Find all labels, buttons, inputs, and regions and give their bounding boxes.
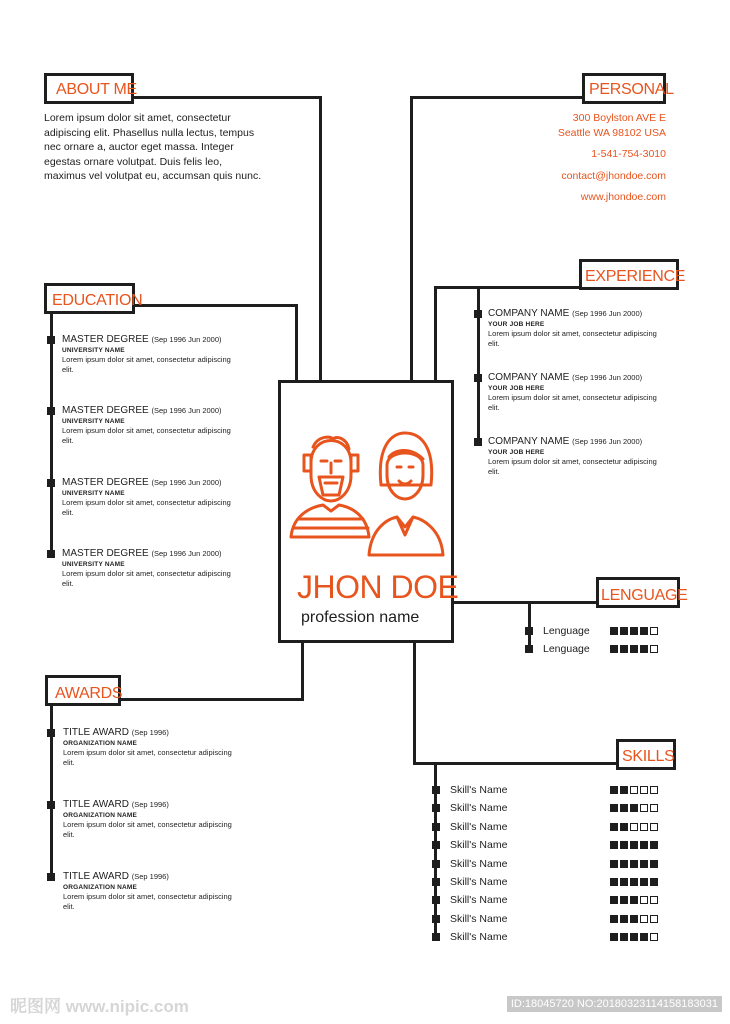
skill-bullet (432, 860, 440, 868)
skill-label: Skill's Name (450, 839, 508, 852)
rating-filled-square (610, 933, 618, 941)
rating-filled-square (640, 841, 648, 849)
rating-filled-square (610, 627, 618, 635)
education-bullet (47, 336, 55, 344)
education-item: MASTER DEGREE (Sep 1996 Jun 2000) UNIVERSITY NAME Lorem ipsum dolor sit amet, consectetur adipiscing elit. (62, 477, 231, 517)
rating-filled-square (620, 915, 628, 923)
experience-bullet (474, 438, 482, 446)
skill-rating (610, 896, 658, 904)
skill-label: Skill's Name (450, 802, 508, 815)
rating-empty-square (650, 786, 658, 794)
experience-bullet (474, 374, 482, 382)
rating-filled-square (610, 786, 618, 794)
rating-filled-square (610, 860, 618, 868)
personal-heading: PERSONAL (589, 81, 674, 98)
rating-filled-square (620, 896, 628, 904)
skill-bullet (432, 823, 440, 831)
rating-filled-square (630, 933, 638, 941)
skill-bullet (432, 786, 440, 794)
education-bullet (47, 550, 55, 558)
skill-rating (610, 933, 658, 941)
rating-filled-square (630, 878, 638, 886)
awards-bullet (47, 873, 55, 881)
personal-info (446, 111, 666, 205)
rating-filled-square (610, 915, 618, 923)
rating-filled-square (630, 915, 638, 923)
skill-rating (610, 841, 658, 849)
rating-filled-square (610, 841, 618, 849)
woman-avatar-icon (369, 433, 443, 555)
rating-filled-square (620, 878, 628, 886)
rating-empty-square (640, 896, 648, 904)
education-item: MASTER DEGREE (Sep 1996 Jun 2000) UNIVERSITY NAME Lorem ipsum dolor sit amet, consectetur adipiscing elit. (62, 405, 231, 445)
skill-bullet (432, 915, 440, 923)
rating-filled-square (620, 645, 628, 653)
rating-empty-square (650, 915, 658, 923)
rating-filled-square (610, 823, 618, 831)
rating-filled-square (610, 804, 618, 812)
rating-filled-square (610, 878, 618, 886)
language-bullet (525, 645, 533, 653)
rating-empty-square (640, 804, 648, 812)
rating-empty-square (630, 823, 638, 831)
rating-filled-square (620, 933, 628, 941)
watermark-text: 昵图网 www.nipic.com (10, 997, 189, 1016)
rating-filled-square (650, 841, 658, 849)
rating-filled-square (650, 860, 658, 868)
language-heading: LENGUAGE (601, 587, 688, 604)
skills-heading: SKILLS (622, 748, 675, 765)
skill-rating (610, 860, 658, 868)
skill-bullet (432, 841, 440, 849)
rating-filled-square (640, 627, 648, 635)
rating-empty-square (650, 627, 658, 635)
rating-empty-square (640, 786, 648, 794)
rating-filled-square (620, 804, 628, 812)
about-text: Lorem ipsum dolor sit amet, consectetur adipiscing elit. Phasellus nulla lectus, tempus nec ornare a, auctor eget massa. Integer egestas ornare volutpat. Duis felis leo, maximus vel volutpat eu, accumsan quis nunc. (44, 112, 262, 182)
image-id-text: ID:18045720 NO:20180323114158183031 (507, 996, 722, 1012)
rating-filled-square (620, 823, 628, 831)
rating-filled-square (620, 627, 628, 635)
avatar-illustration (281, 405, 451, 575)
personal-website[interactable]: www.jhondoe.com (580, 191, 666, 203)
award-item: TITLE AWARD (Sep 1996) ORGANIZATION NAME Lorem ipsum dolor sit amet, consectetur adipiscing elit. (63, 799, 232, 839)
skill-label: Skill's Name (450, 912, 508, 925)
language-rating (610, 645, 658, 653)
language-label: Lenguage (543, 643, 590, 655)
profile-name: JHON DOE (297, 569, 459, 605)
rating-filled-square (640, 860, 648, 868)
rating-empty-square (640, 915, 648, 923)
awards-heading: AWARDS (55, 685, 123, 702)
profile-profession: profession name (301, 609, 420, 626)
skill-bullet (432, 878, 440, 886)
rating-filled-square (610, 896, 618, 904)
rating-empty-square (650, 804, 658, 812)
rating-filled-square (640, 933, 648, 941)
rating-filled-square (620, 841, 628, 849)
about-heading: ABOUT ME (56, 81, 137, 98)
education-item: MASTER DEGREE (Sep 1996 Jun 2000) UNIVERSITY NAME Lorem ipsum dolor sit amet, consectetur adipiscing elit. (62, 334, 231, 374)
rating-filled-square (630, 896, 638, 904)
language-rating (610, 627, 658, 635)
man-avatar-icon (291, 437, 369, 537)
experience-bullet (474, 310, 482, 318)
skill-bullet (432, 896, 440, 904)
experience-item: COMPANY NAME (Sep 1996 Jun 2000) YOUR JOB HERE Lorem ipsum dolor sit amet, consectetur adipiscing elit. (488, 308, 657, 348)
award-item: TITLE AWARD (Sep 1996) ORGANIZATION NAME Lorem ipsum dolor sit amet, consectetur adipiscing elit. (63, 871, 232, 911)
language-bullet (525, 627, 533, 635)
rating-empty-square (650, 645, 658, 653)
rating-filled-square (620, 786, 628, 794)
skill-label: Skill's Name (450, 894, 508, 907)
personal-email[interactable]: contact@jhondoe.com (561, 169, 666, 182)
skill-label: Skill's Name (450, 857, 508, 870)
education-bullet (47, 407, 55, 415)
education-heading: EDUCATION (52, 292, 143, 309)
experience-heading: EXPERIENCE (585, 268, 686, 285)
rating-filled-square (650, 878, 658, 886)
education-item: MASTER DEGREE (Sep 1996 Jun 2000) UNIVERSITY NAME Lorem ipsum dolor sit amet, consectetur adipiscing elit. (62, 548, 231, 588)
rating-filled-square (610, 645, 618, 653)
rating-filled-square (640, 878, 648, 886)
rating-filled-square (630, 645, 638, 653)
rating-empty-square (630, 786, 638, 794)
skill-rating (610, 804, 658, 812)
award-item: TITLE AWARD (Sep 1996) ORGANIZATION NAME Lorem ipsum dolor sit amet, consectetur adipiscing elit. (63, 727, 232, 767)
rating-filled-square (630, 860, 638, 868)
experience-item: COMPANY NAME (Sep 1996 Jun 2000) YOUR JOB HERE Lorem ipsum dolor sit amet, consectetur adipiscing elit. (488, 372, 657, 412)
skill-rating (610, 823, 658, 831)
rating-filled-square (620, 860, 628, 868)
rating-empty-square (640, 823, 648, 831)
rating-filled-square (630, 841, 638, 849)
skill-label: Skill's Name (450, 784, 508, 796)
skill-label: Skill's Name (450, 820, 508, 833)
personal-address-1: 300 Boylston AVE E (572, 112, 666, 124)
rating-empty-square (650, 896, 658, 904)
skill-rating (610, 878, 658, 886)
education-bullet (47, 479, 55, 487)
skill-bullet (432, 933, 440, 941)
skill-bullet (432, 804, 440, 812)
personal-phone: 1-541-754-3010 (591, 148, 666, 160)
rating-filled-square (640, 645, 648, 653)
skill-rating (610, 786, 658, 794)
rating-empty-square (650, 823, 658, 831)
profile-card (278, 380, 459, 643)
language-label: Lenguage (543, 625, 590, 637)
skill-label: Skill's Name (450, 876, 508, 888)
rating-filled-square (630, 627, 638, 635)
rating-empty-square (650, 933, 658, 941)
footer-bar (0, 988, 730, 1024)
rating-filled-square (630, 804, 638, 812)
skill-rating (610, 915, 658, 923)
awards-bullet (47, 729, 55, 737)
skill-label: Skill's Name (450, 931, 508, 944)
awards-bullet (47, 801, 55, 809)
experience-item: COMPANY NAME (Sep 1996 Jun 2000) YOUR JOB HERE Lorem ipsum dolor sit amet, consectetur adipiscing elit. (488, 436, 657, 476)
personal-address-2: Seattle WA 98102 USA (557, 126, 666, 139)
